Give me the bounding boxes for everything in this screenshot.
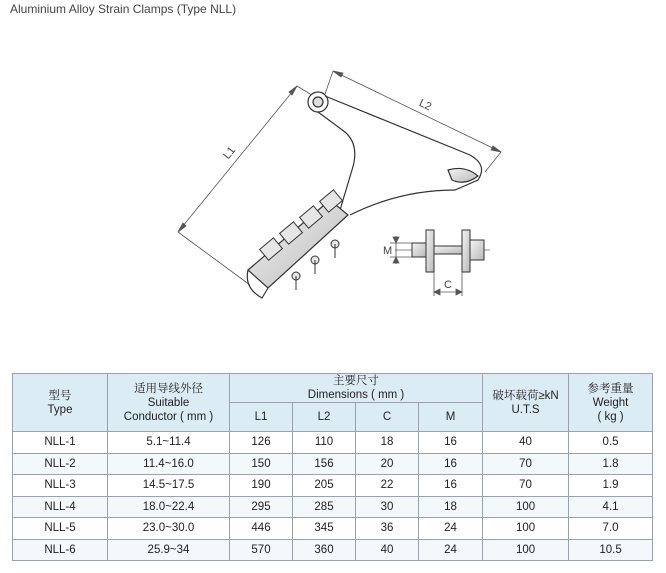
cell-m: 16 bbox=[419, 475, 483, 497]
cell-c: 40 bbox=[356, 539, 419, 561]
cell-uts: 100 bbox=[483, 518, 569, 540]
cell-l1: 570 bbox=[230, 539, 293, 561]
cell-m: 18 bbox=[419, 496, 483, 518]
cell-conductor: 14.5~17.5 bbox=[108, 475, 230, 497]
cell-c: 30 bbox=[356, 496, 419, 518]
header-weight: 参考重量 Weight ( kg ) bbox=[569, 374, 653, 432]
cell-weight: 1.9 bbox=[569, 475, 653, 497]
cell-weight: 10.5 bbox=[569, 539, 653, 561]
cell-conductor: 23.0~30.0 bbox=[108, 518, 230, 540]
cell-m: 16 bbox=[419, 453, 483, 475]
cell-l2: 345 bbox=[293, 518, 356, 540]
cell-type: NLL-6 bbox=[13, 539, 108, 561]
cell-l1: 126 bbox=[230, 432, 293, 454]
cell-m: 24 bbox=[419, 518, 483, 540]
cell-c: 22 bbox=[356, 475, 419, 497]
cell-l1: 446 bbox=[230, 518, 293, 540]
cell-conductor: 25.9~34 bbox=[108, 539, 230, 561]
cell-conductor: 11.4~16.0 bbox=[108, 453, 230, 475]
header-l2: L2 bbox=[293, 403, 356, 432]
header-l1: L1 bbox=[230, 403, 293, 432]
cell-uts: 40 bbox=[483, 432, 569, 454]
header-conductor: 适用导线外径 Suitable Conductor ( mm ) bbox=[108, 374, 230, 432]
header-m: M bbox=[419, 403, 483, 432]
cell-l2: 110 bbox=[293, 432, 356, 454]
table-row bbox=[13, 453, 653, 475]
cell-c: 18 bbox=[356, 432, 419, 454]
l1-label: L1 bbox=[221, 144, 239, 162]
l2-label: L2 bbox=[417, 97, 434, 114]
cell-c: 36 bbox=[356, 518, 419, 540]
cell-l2: 360 bbox=[293, 539, 356, 561]
cell-weight: 0.5 bbox=[569, 432, 653, 454]
cell-weight: 1.8 bbox=[569, 453, 653, 475]
l2-dimension bbox=[325, 71, 501, 172]
table-row bbox=[13, 496, 653, 518]
cell-weight: 4.1 bbox=[569, 496, 653, 518]
cell-l1: 190 bbox=[230, 475, 293, 497]
cell-uts: 70 bbox=[483, 475, 569, 497]
cell-conductor: 5.1~11.4 bbox=[108, 432, 230, 454]
header-dimensions: 主要尺寸 Dimensions ( mm ) bbox=[230, 374, 483, 403]
cell-l1: 295 bbox=[230, 496, 293, 518]
cell-m: 24 bbox=[419, 539, 483, 561]
cell-type: NLL-1 bbox=[13, 432, 108, 454]
clamp-body bbox=[247, 92, 481, 298]
m-label: M bbox=[383, 245, 393, 257]
cell-l2: 285 bbox=[293, 496, 356, 518]
table-row bbox=[13, 518, 653, 540]
cell-conductor: 18.0~22.4 bbox=[108, 496, 230, 518]
cell-l2: 205 bbox=[293, 475, 356, 497]
cell-type: NLL-5 bbox=[13, 518, 108, 540]
table-row bbox=[13, 539, 653, 561]
table-row bbox=[13, 432, 653, 454]
header-c: C bbox=[356, 403, 419, 432]
cell-weight: 7.0 bbox=[569, 518, 653, 540]
cell-type: NLL-2 bbox=[13, 453, 108, 475]
cell-m: 16 bbox=[419, 432, 483, 454]
cell-uts: 100 bbox=[483, 496, 569, 518]
header-type: 型号 Type bbox=[13, 374, 108, 432]
bolt-detail bbox=[395, 230, 490, 272]
clamp-technical-drawing bbox=[0, 20, 666, 350]
specification-table bbox=[12, 373, 653, 561]
cell-c: 20 bbox=[356, 453, 419, 475]
cell-type: NLL-4 bbox=[13, 496, 108, 518]
page-title: Aluminium Alloy Strain Clamps (Type NLL) bbox=[10, 2, 237, 16]
cell-l2: 156 bbox=[293, 453, 356, 475]
table-row bbox=[13, 475, 653, 497]
cell-uts: 100 bbox=[483, 539, 569, 561]
header-uts: 破坏载荷≥kN U.T.S bbox=[483, 374, 569, 432]
cell-uts: 70 bbox=[483, 453, 569, 475]
cell-l1: 150 bbox=[230, 453, 293, 475]
c-label: C bbox=[444, 279, 452, 291]
cell-type: NLL-3 bbox=[13, 475, 108, 497]
